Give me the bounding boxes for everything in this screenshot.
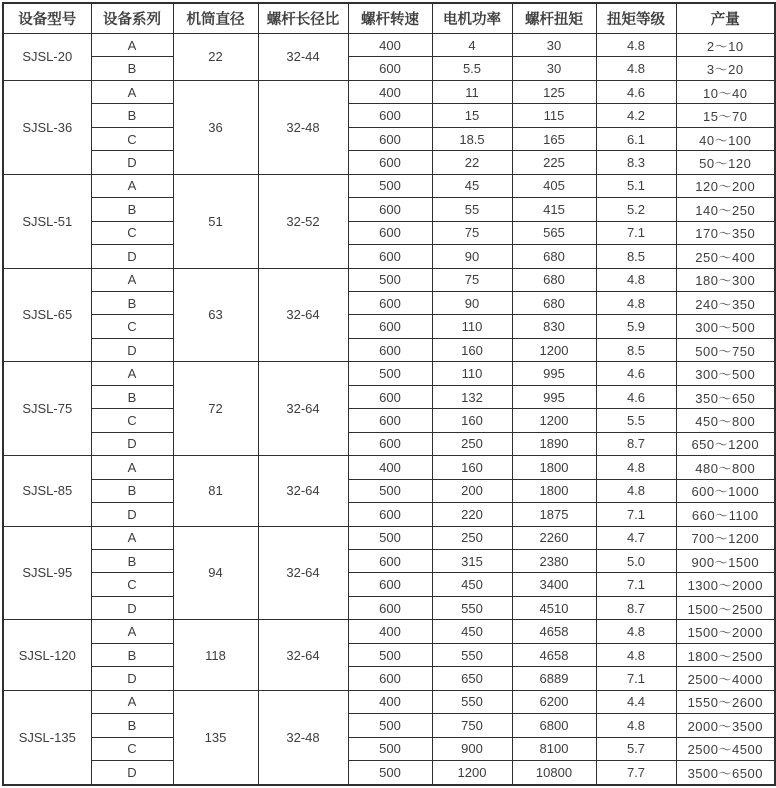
output-cell: 40～100: [676, 127, 775, 150]
torque-cell: 6889: [512, 667, 596, 690]
torque-cell: 30: [512, 34, 596, 57]
table-row: [3, 573, 775, 596]
power-cell: 45: [432, 174, 512, 197]
power-cell: 110: [432, 315, 512, 338]
output-cell: 50～120: [676, 151, 775, 174]
table-row: [3, 362, 775, 385]
model-cell: SJSL-65: [3, 268, 91, 362]
output-cell: 140～250: [676, 198, 775, 221]
diameter-cell: 51: [173, 174, 258, 268]
grade-cell: 4.7: [596, 526, 676, 549]
speed-cell: 500: [348, 643, 432, 666]
grade-cell: 4.6: [596, 362, 676, 385]
torque-cell: 6200: [512, 690, 596, 713]
grade-cell: 4.8: [596, 643, 676, 666]
torque-cell: 125: [512, 80, 596, 103]
series-cell: D: [91, 596, 173, 619]
ld-ratio-cell: 32-64: [258, 456, 348, 526]
ld-ratio-cell: 32-52: [258, 174, 348, 268]
output-cell: 300～500: [676, 315, 775, 338]
output-cell: 2500～4500: [676, 737, 775, 760]
series-cell: A: [91, 268, 173, 291]
series-cell: B: [91, 643, 173, 666]
speed-cell: 600: [348, 596, 432, 619]
power-cell: 550: [432, 690, 512, 713]
torque-cell: 405: [512, 174, 596, 197]
torque-cell: 4658: [512, 643, 596, 666]
power-cell: 160: [432, 409, 512, 432]
series-cell: B: [91, 549, 173, 572]
table-row: [3, 549, 775, 572]
speed-cell: 400: [348, 34, 432, 57]
series-cell: A: [91, 174, 173, 197]
output-cell: 1800～2500: [676, 643, 775, 666]
output-cell: 300～500: [676, 362, 775, 385]
model-cell: SJSL-135: [3, 690, 91, 785]
speed-cell: 600: [348, 127, 432, 150]
series-cell: C: [91, 221, 173, 244]
model-cell: SJSL-36: [3, 80, 91, 174]
grade-cell: 8.7: [596, 596, 676, 619]
output-cell: 3～20: [676, 57, 775, 80]
table-row: [3, 620, 775, 643]
output-cell: 2000～3500: [676, 714, 775, 737]
ld-ratio-cell: 32-64: [258, 526, 348, 620]
series-cell: B: [91, 198, 173, 221]
series-cell: A: [91, 690, 173, 713]
table-row: [3, 526, 775, 549]
output-cell: 450～800: [676, 409, 775, 432]
output-cell: 240～350: [676, 291, 775, 314]
header-cell-series: 设备系列: [91, 3, 173, 34]
grade-cell: 5.2: [596, 198, 676, 221]
series-cell: A: [91, 456, 173, 479]
torque-cell: 225: [512, 151, 596, 174]
speed-cell: 400: [348, 456, 432, 479]
power-cell: 250: [432, 432, 512, 455]
output-cell: 180～300: [676, 268, 775, 291]
grade-cell: 4.8: [596, 620, 676, 643]
grade-cell: 4.6: [596, 385, 676, 408]
table-row: [3, 57, 775, 80]
grade-cell: 7.7: [596, 761, 676, 785]
table-row: [3, 761, 775, 785]
grade-cell: 8.7: [596, 432, 676, 455]
grade-cell: 6.1: [596, 127, 676, 150]
speed-cell: 600: [348, 315, 432, 338]
series-cell: B: [91, 714, 173, 737]
output-cell: 1550～2600: [676, 690, 775, 713]
table-row: [3, 291, 775, 314]
power-cell: 550: [432, 596, 512, 619]
speed-cell: 500: [348, 761, 432, 785]
table-row: [3, 479, 775, 502]
series-cell: B: [91, 291, 173, 314]
header-cell-model: 设备型号: [3, 3, 91, 34]
series-cell: B: [91, 385, 173, 408]
grade-cell: 4.8: [596, 34, 676, 57]
output-cell: 10～40: [676, 80, 775, 103]
model-cell: SJSL-95: [3, 526, 91, 620]
grade-cell: 4.8: [596, 291, 676, 314]
grade-cell: 5.1: [596, 174, 676, 197]
output-cell: 480～800: [676, 456, 775, 479]
speed-cell: 400: [348, 690, 432, 713]
torque-cell: 995: [512, 362, 596, 385]
output-cell: 120～200: [676, 174, 775, 197]
output-cell: 600～1000: [676, 479, 775, 502]
table-row: [3, 596, 775, 619]
series-cell: A: [91, 34, 173, 57]
diameter-cell: 22: [173, 34, 258, 81]
power-cell: 220: [432, 503, 512, 526]
power-cell: 5.5: [432, 57, 512, 80]
diameter-cell: 36: [173, 80, 258, 174]
header-cell-speed: 螺杆转速: [348, 3, 432, 34]
output-cell: 700～1200: [676, 526, 775, 549]
power-cell: 90: [432, 245, 512, 268]
ld-ratio-cell: 32-48: [258, 690, 348, 785]
model-cell: SJSL-20: [3, 34, 91, 81]
grade-cell: 4.4: [596, 690, 676, 713]
table-row: [3, 737, 775, 760]
table-row: [3, 127, 775, 150]
speed-cell: 600: [348, 221, 432, 244]
power-cell: 11: [432, 80, 512, 103]
speed-cell: 600: [348, 432, 432, 455]
power-cell: 315: [432, 549, 512, 572]
speed-cell: 600: [348, 245, 432, 268]
torque-cell: 1200: [512, 338, 596, 361]
output-cell: 2～10: [676, 34, 775, 57]
speed-cell: 600: [348, 338, 432, 361]
model-cell: SJSL-75: [3, 362, 91, 456]
speed-cell: 600: [348, 503, 432, 526]
power-cell: 75: [432, 221, 512, 244]
power-cell: 110: [432, 362, 512, 385]
power-cell: 250: [432, 526, 512, 549]
table-row: [3, 245, 775, 268]
power-cell: 200: [432, 479, 512, 502]
torque-cell: 30: [512, 57, 596, 80]
torque-cell: 6800: [512, 714, 596, 737]
power-cell: 900: [432, 737, 512, 760]
grade-cell: 8.5: [596, 338, 676, 361]
table-header-row: [3, 3, 775, 34]
header-cell-diameter: 机筒直径: [173, 3, 258, 34]
output-cell: 650～1200: [676, 432, 775, 455]
grade-cell: 4.8: [596, 479, 676, 502]
power-cell: 4: [432, 34, 512, 57]
grade-cell: 8.5: [596, 245, 676, 268]
header-cell-torque: 螺杆扭矩: [512, 3, 596, 34]
ld-ratio-cell: 32-48: [258, 80, 348, 174]
torque-cell: 680: [512, 245, 596, 268]
table-row: [3, 151, 775, 174]
grade-cell: 5.9: [596, 315, 676, 338]
output-cell: 1500～2500: [676, 596, 775, 619]
torque-cell: 1200: [512, 409, 596, 432]
output-cell: 2500～4000: [676, 667, 775, 690]
output-cell: 660～1100: [676, 503, 775, 526]
grade-cell: 7.1: [596, 573, 676, 596]
table-row: [3, 714, 775, 737]
header-cell-power: 电机功率: [432, 3, 512, 34]
output-cell: 250～400: [676, 245, 775, 268]
diameter-cell: 81: [173, 456, 258, 526]
series-cell: A: [91, 526, 173, 549]
torque-cell: 3400: [512, 573, 596, 596]
torque-cell: 115: [512, 104, 596, 127]
speed-cell: 500: [348, 737, 432, 760]
table-row: [3, 315, 775, 338]
power-cell: 15: [432, 104, 512, 127]
grade-cell: 4.2: [596, 104, 676, 127]
ld-ratio-cell: 32-64: [258, 268, 348, 362]
table-row: [3, 34, 775, 57]
speed-cell: 500: [348, 714, 432, 737]
table-row: [3, 221, 775, 244]
torque-cell: 565: [512, 221, 596, 244]
torque-cell: 680: [512, 268, 596, 291]
series-cell: C: [91, 737, 173, 760]
torque-cell: 2380: [512, 549, 596, 572]
series-cell: C: [91, 127, 173, 150]
grade-cell: 7.1: [596, 503, 676, 526]
power-cell: 22: [432, 151, 512, 174]
speed-cell: 500: [348, 268, 432, 291]
torque-cell: 995: [512, 385, 596, 408]
torque-cell: 680: [512, 291, 596, 314]
series-cell: D: [91, 151, 173, 174]
power-cell: 450: [432, 573, 512, 596]
table-row: [3, 409, 775, 432]
table-row: [3, 643, 775, 666]
torque-cell: 1890: [512, 432, 596, 455]
torque-cell: 2260: [512, 526, 596, 549]
power-cell: 132: [432, 385, 512, 408]
speed-cell: 500: [348, 362, 432, 385]
speed-cell: 500: [348, 479, 432, 502]
series-cell: D: [91, 503, 173, 526]
output-cell: 1300～2000: [676, 573, 775, 596]
power-cell: 750: [432, 714, 512, 737]
torque-cell: 830: [512, 315, 596, 338]
speed-cell: 600: [348, 549, 432, 572]
equipment-spec-table: [2, 2, 776, 786]
grade-cell: 4.8: [596, 57, 676, 80]
series-cell: D: [91, 245, 173, 268]
power-cell: 1200: [432, 761, 512, 785]
series-cell: B: [91, 104, 173, 127]
torque-cell: 415: [512, 198, 596, 221]
table-row: [3, 104, 775, 127]
speed-cell: 600: [348, 151, 432, 174]
ld-ratio-cell: 32-64: [258, 620, 348, 690]
speed-cell: 600: [348, 573, 432, 596]
series-cell: A: [91, 620, 173, 643]
output-cell: 350～650: [676, 385, 775, 408]
series-cell: D: [91, 761, 173, 785]
table-row: [3, 690, 775, 713]
power-cell: 55: [432, 198, 512, 221]
speed-cell: 400: [348, 80, 432, 103]
torque-cell: 1800: [512, 479, 596, 502]
diameter-cell: 118: [173, 620, 258, 690]
grade-cell: 5.5: [596, 409, 676, 432]
grade-cell: 4.8: [596, 714, 676, 737]
power-cell: 18.5: [432, 127, 512, 150]
series-cell: D: [91, 338, 173, 361]
power-cell: 160: [432, 338, 512, 361]
grade-cell: 7.1: [596, 667, 676, 690]
speed-cell: 600: [348, 104, 432, 127]
table-row: [3, 198, 775, 221]
grade-cell: 4.6: [596, 80, 676, 103]
diameter-cell: 63: [173, 268, 258, 362]
speed-cell: 600: [348, 667, 432, 690]
torque-cell: 4510: [512, 596, 596, 619]
header-cell-grade: 扭矩等级: [596, 3, 676, 34]
power-cell: 75: [432, 268, 512, 291]
output-cell: 900～1500: [676, 549, 775, 572]
diameter-cell: 72: [173, 362, 258, 456]
speed-cell: 600: [348, 409, 432, 432]
torque-cell: 4658: [512, 620, 596, 643]
output-cell: 1500～2000: [676, 620, 775, 643]
torque-cell: 8100: [512, 737, 596, 760]
torque-cell: 165: [512, 127, 596, 150]
diameter-cell: 94: [173, 526, 258, 620]
speed-cell: 500: [348, 526, 432, 549]
ld-ratio-cell: 32-64: [258, 362, 348, 456]
power-cell: 550: [432, 643, 512, 666]
model-cell: SJSL-51: [3, 174, 91, 268]
torque-cell: 1800: [512, 456, 596, 479]
grade-cell: 7.1: [596, 221, 676, 244]
output-cell: 170～350: [676, 221, 775, 244]
grade-cell: 4.8: [596, 268, 676, 291]
output-cell: 15～70: [676, 104, 775, 127]
grade-cell: 5.7: [596, 737, 676, 760]
series-cell: C: [91, 573, 173, 596]
model-cell: SJSL-120: [3, 620, 91, 690]
output-cell: 3500～6500: [676, 761, 775, 785]
table-row: [3, 268, 775, 291]
speed-cell: 600: [348, 385, 432, 408]
speed-cell: 600: [348, 198, 432, 221]
table-row: [3, 385, 775, 408]
power-cell: 650: [432, 667, 512, 690]
series-cell: B: [91, 479, 173, 502]
table-row: [3, 667, 775, 690]
power-cell: 160: [432, 456, 512, 479]
ld-ratio-cell: 32-44: [258, 34, 348, 81]
series-cell: C: [91, 315, 173, 338]
speed-cell: 500: [348, 174, 432, 197]
torque-cell: 10800: [512, 761, 596, 785]
grade-cell: 8.3: [596, 151, 676, 174]
grade-cell: 5.0: [596, 549, 676, 572]
series-cell: D: [91, 667, 173, 690]
header-cell-ld-ratio: 螺杆长径比: [258, 3, 348, 34]
table-row: [3, 503, 775, 526]
table-row: [3, 338, 775, 361]
table-row: [3, 432, 775, 455]
header-cell-output: 产量: [676, 3, 775, 34]
series-cell: A: [91, 362, 173, 385]
series-cell: B: [91, 57, 173, 80]
power-cell: 90: [432, 291, 512, 314]
grade-cell: 4.8: [596, 456, 676, 479]
output-cell: 500～750: [676, 338, 775, 361]
model-cell: SJSL-85: [3, 456, 91, 526]
series-cell: C: [91, 409, 173, 432]
series-cell: D: [91, 432, 173, 455]
torque-cell: 1875: [512, 503, 596, 526]
table-row: [3, 174, 775, 197]
speed-cell: 400: [348, 620, 432, 643]
speed-cell: 600: [348, 291, 432, 314]
table-row: [3, 456, 775, 479]
power-cell: 450: [432, 620, 512, 643]
diameter-cell: 135: [173, 690, 258, 785]
table-row: [3, 80, 775, 103]
speed-cell: 600: [348, 57, 432, 80]
series-cell: A: [91, 80, 173, 103]
table-body: [3, 34, 775, 786]
